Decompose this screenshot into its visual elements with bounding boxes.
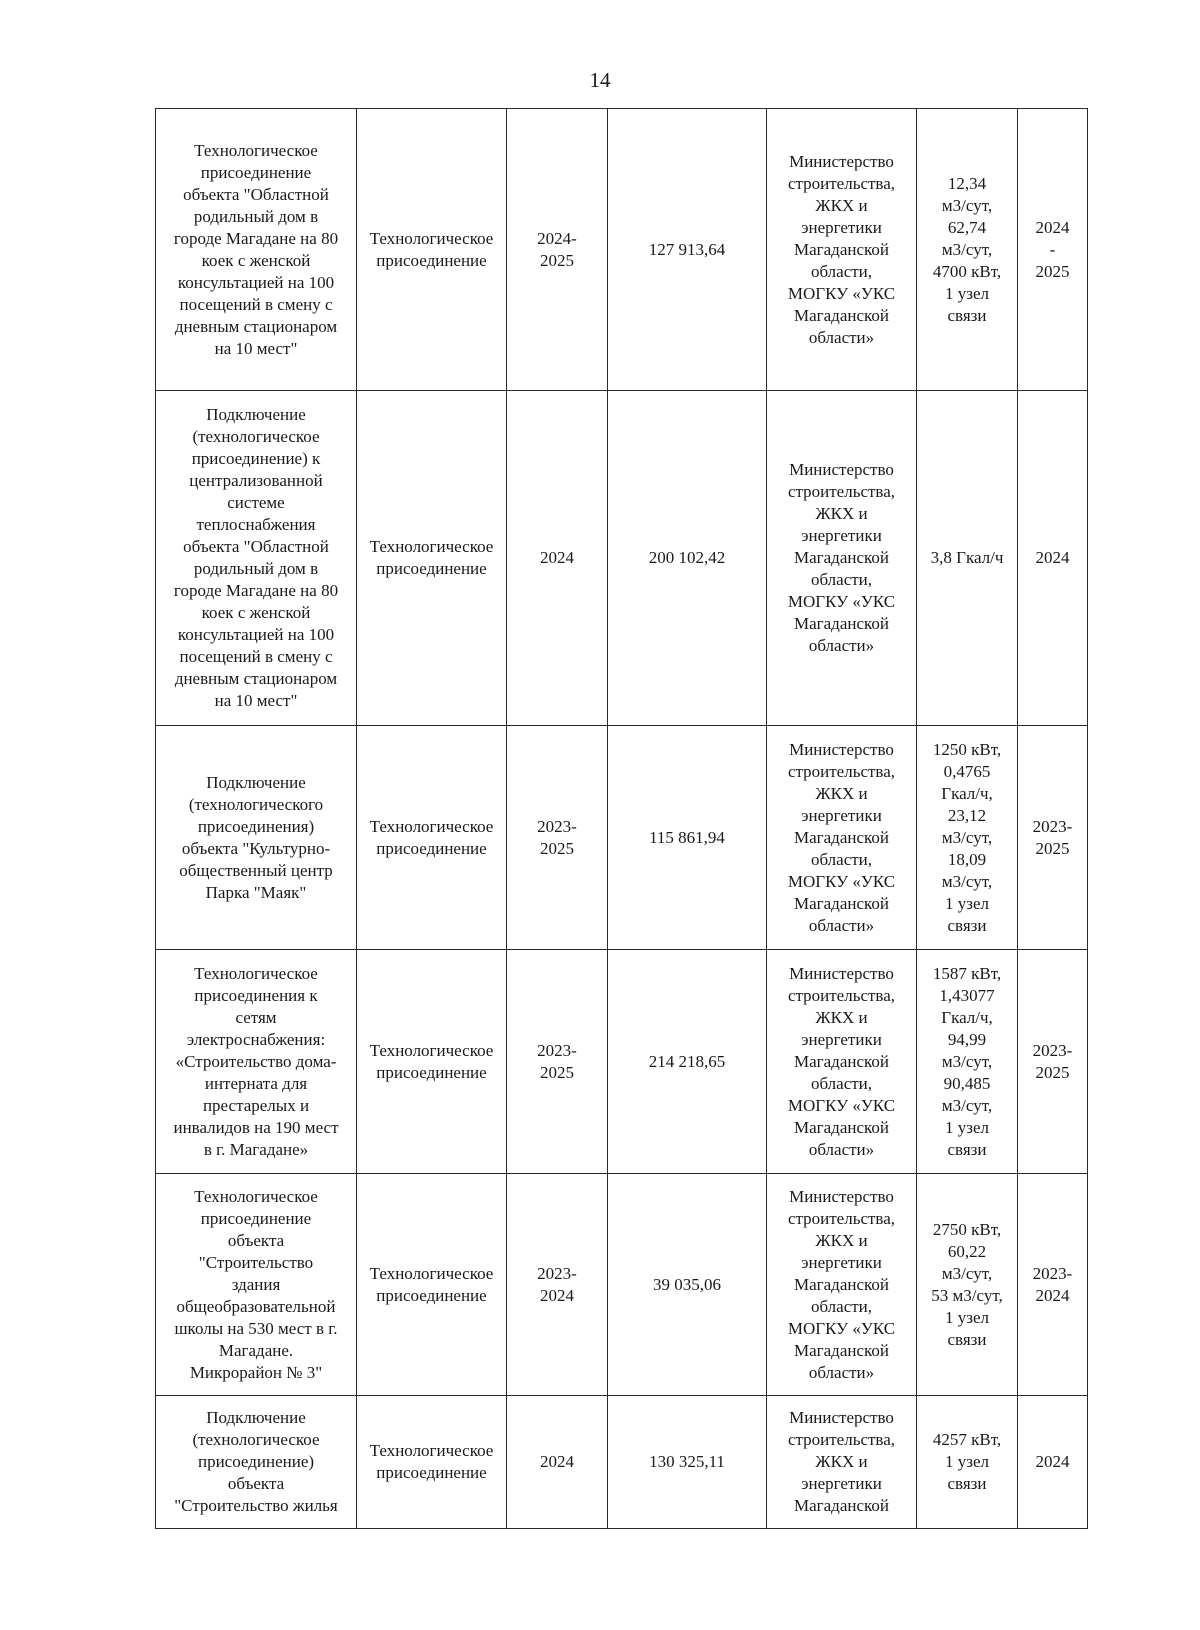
type-cell: Технологическое присоединение <box>357 950 507 1174</box>
table-row <box>156 109 1088 391</box>
period-cell: 2024 <box>507 391 608 726</box>
object-cell: Подключение (технологическое присоединение) к централизованной системе теплоснабжения объекта "Областной родильный дом в городе Магадане на 80 коек с женской консультацией на 100 посещений в смену с дневным стационаром на 10 мест" <box>156 391 357 726</box>
executor-cell: Министерство строительства, ЖКХ и энергетики Магаданской области, МОГКУ «УКС Магаданской области» <box>767 1174 917 1396</box>
capacity-cell: 12,34 м3/сут, 62,74 м3/сут, 4700 кВт, 1 узел связи <box>917 109 1018 391</box>
executor-cell: Министерство строительства, ЖКХ и энергетики Магаданской области, МОГКУ «УКС Магаданской области» <box>767 726 917 950</box>
executor-cell: Министерство строительства, ЖКХ и энергетики Магаданской области, МОГКУ «УКС Магаданской области» <box>767 950 917 1174</box>
table-row <box>156 1396 1088 1529</box>
capacity-cell: 4257 кВт, 1 узел связи <box>917 1396 1018 1529</box>
measures-table <box>155 108 1088 1529</box>
page-number: 14 <box>589 68 611 92</box>
table-row <box>156 391 1088 726</box>
cost-cell: 130 325,11 <box>608 1396 767 1529</box>
capacity-cell: 2750 кВт, 60,22 м3/сут, 53 м3/сут, 1 узел связи <box>917 1174 1018 1396</box>
cost-cell: 115 861,94 <box>608 726 767 950</box>
table-row <box>156 1174 1088 1396</box>
term-cell: 2023- 2024 <box>1018 1174 1088 1396</box>
term-cell: 2024 <box>1018 391 1088 726</box>
type-cell: Технологическое присоединение <box>357 726 507 950</box>
period-cell: 2023- 2024 <box>507 1174 608 1396</box>
type-cell: Технологическое присоединение <box>357 1174 507 1396</box>
object-cell: Технологическое присоединение объекта "Областной родильный дом в городе Магадане на 80 коек с женской консультацией на 100 посещений в смену с дневным стационаром на 10 мест" <box>156 109 357 391</box>
type-cell: Технологическое присоединение <box>357 1396 507 1529</box>
executor-cell: Министерство строительства, ЖКХ и энергетики Магаданской <box>767 1396 917 1529</box>
object-cell: Технологическое присоединение объекта "Строительство здания общеобразовательной школы на 530 мест в г. Магадане. Микрорайон № 3" <box>156 1174 357 1396</box>
cost-cell: 127 913,64 <box>608 109 767 391</box>
term-cell: 2024 - 2025 <box>1018 109 1088 391</box>
capacity-cell: 1250 кВт, 0,4765 Гкал/ч, 23,12 м3/сут, 18,09 м3/сут, 1 узел связи <box>917 726 1018 950</box>
capacity-cell: 3,8 Гкал/ч <box>917 391 1018 726</box>
period-cell: 2024- 2025 <box>507 109 608 391</box>
cost-cell: 39 035,06 <box>608 1174 767 1396</box>
term-cell: 2023- 2025 <box>1018 950 1088 1174</box>
table-row <box>156 950 1088 1174</box>
cost-cell: 214 218,65 <box>608 950 767 1174</box>
cost-cell: 200 102,42 <box>608 391 767 726</box>
term-cell: 2024 <box>1018 1396 1088 1529</box>
period-cell: 2023- 2025 <box>507 950 608 1174</box>
table-row <box>156 726 1088 950</box>
object-cell: Подключение (технологическое присоединение) объекта "Строительство жилья <box>156 1396 357 1529</box>
object-cell: Технологическое присоединения к сетям электроснабжения: «Строительство дома- интерната для престарелых и инвалидов на 190 мест в г. Магадане» <box>156 950 357 1174</box>
executor-cell: Министерство строительства, ЖКХ и энергетики Магаданской области, МОГКУ «УКС Магаданской области» <box>767 109 917 391</box>
object-cell: Подключение (технологического присоединения) объекта "Культурно- общественный центр Парка "Маяк" <box>156 726 357 950</box>
period-cell: 2024 <box>507 1396 608 1529</box>
capacity-cell: 1587 кВт, 1,43077 Гкал/ч, 94,99 м3/сут, 90,485 м3/сут, 1 узел связи <box>917 950 1018 1174</box>
executor-cell: Министерство строительства, ЖКХ и энергетики Магаданской области, МОГКУ «УКС Магаданской области» <box>767 391 917 726</box>
period-cell: 2023- 2025 <box>507 726 608 950</box>
term-cell: 2023- 2025 <box>1018 726 1088 950</box>
type-cell: Технологическое присоединение <box>357 109 507 391</box>
type-cell: Технологическое присоединение <box>357 391 507 726</box>
